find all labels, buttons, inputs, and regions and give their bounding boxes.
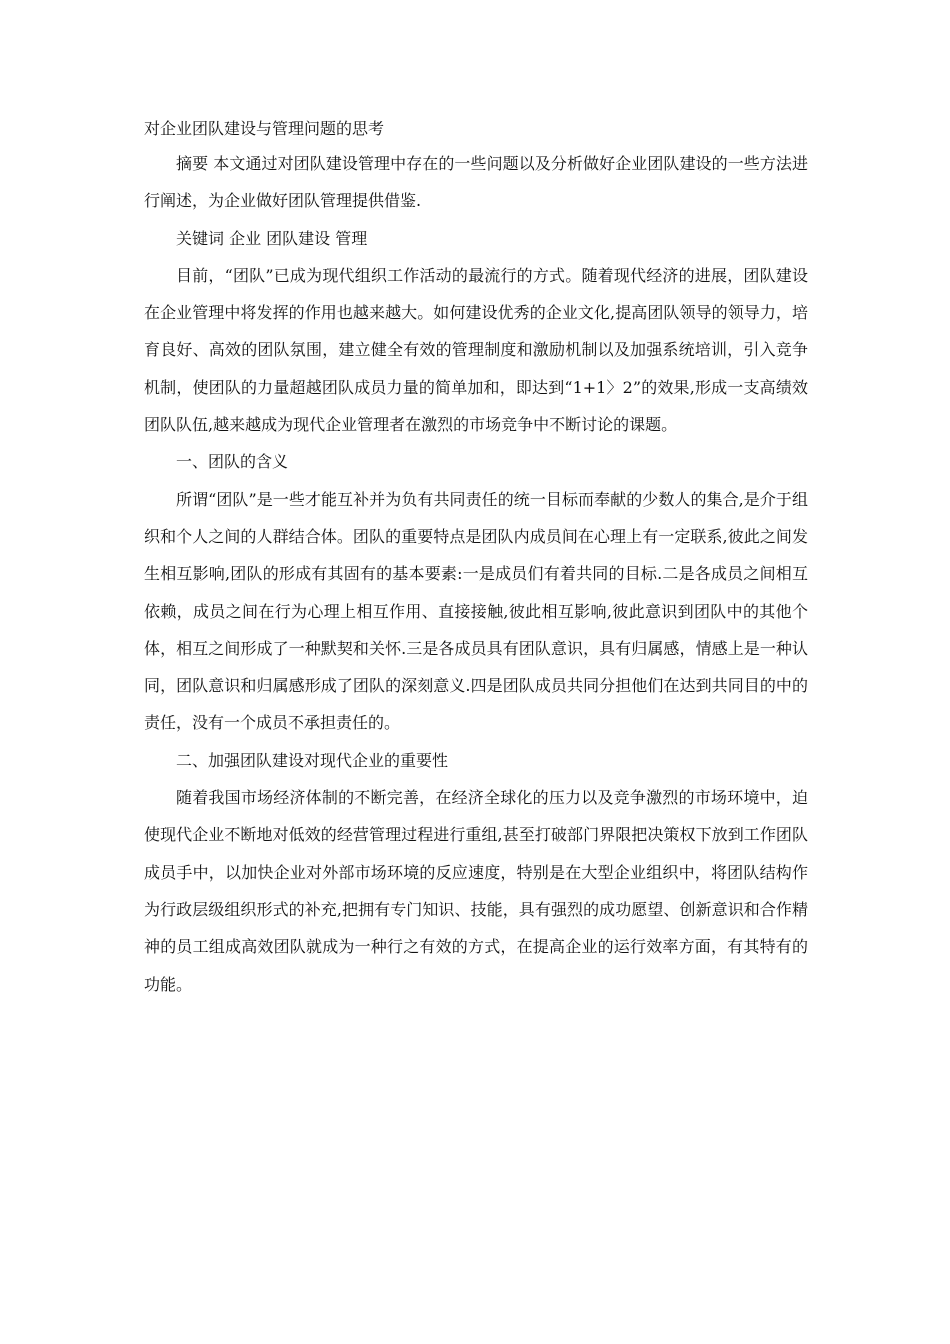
section-2-paragraph: 随着我国市场经济体制的不断完善，在经济全球化的压力以及竞争激烈的市场环境中，迫使现代企业不断地对低效的经营管理过程进行重组,甚至打破部门界限把决策权下放到工作团队成员手中，以加快企业对外部市场环境的反应速度，特别是在大型企业组织中，将团队结构作为行政层级组织形式的补充,把拥有专门知识、技能，具有强烈的成功愿望、创新意识和合作精神的员工组成高效团队就成为一种行之有效的方式，在提高企业的运行效率方面，有其特有的功能。 [144,788,808,994]
keywords-line: 关键词 企业 团队建设 管理 [176,228,368,248]
section-1-paragraph: 所谓“团队”是一些才能互补并为负有共同责任的统一目标而奉献的少数人的集合,是介于组织和个人之间的人群结合体。团队的重要特点是团队内成员间在心理上有一定联系,彼此之间发生相互影响,团队的形成有其固有的基本要素:一是成员们有着共同的目标.二是各成员之间相互依赖，成员之间在行为心理上相互作用、直接接触,彼此相互影响,彼此意识到团队中的其他个体，相互之间形成了一种默契和关怀.三是各成员具有团队意识，具有归属感，情感上是一种认同，团队意识和归属感形成了团队的深刻意义.四是团队成员共同分担他们在达到共同目的中的责任，没有一个成员不承担责任的。 [144,489,808,733]
abstract-paragraph: 摘要 本文通过对团队建设管理中存在的一些问题以及分析做好企业团队建设的一些方法进行阐述，为企业做好团队管理提供借鉴. [144,154,808,211]
section-heading-2: 二、加强团队建设对现代企业的重要性 [176,750,449,770]
document-title: 对企业团队建设与管理问题的思考 [144,119,385,138]
section-heading-1: 一、团队的含义 [176,452,289,472]
intro-paragraph: 目前，“团队”已成为现代组织工作活动的最流行的方式。随着现代经济的进展，团队建设在企业管理中将发挥的作用也越来越大。如何建设优秀的企业文化,提高团队领导的领导力，培育良好、高效的团队氛围，建立健全有效的管理制度和激励机制以及加强系统培训，引入竞争机制，使团队的力量超越团队成员力量的简单加和，即达到“1+1〉2”的效果,形成一支高绩效团队队伍,越来越成为现代企业管理者在激烈的市场竞争中不断讨论的课题。 [144,265,808,435]
document-body [144,145,808,1003]
